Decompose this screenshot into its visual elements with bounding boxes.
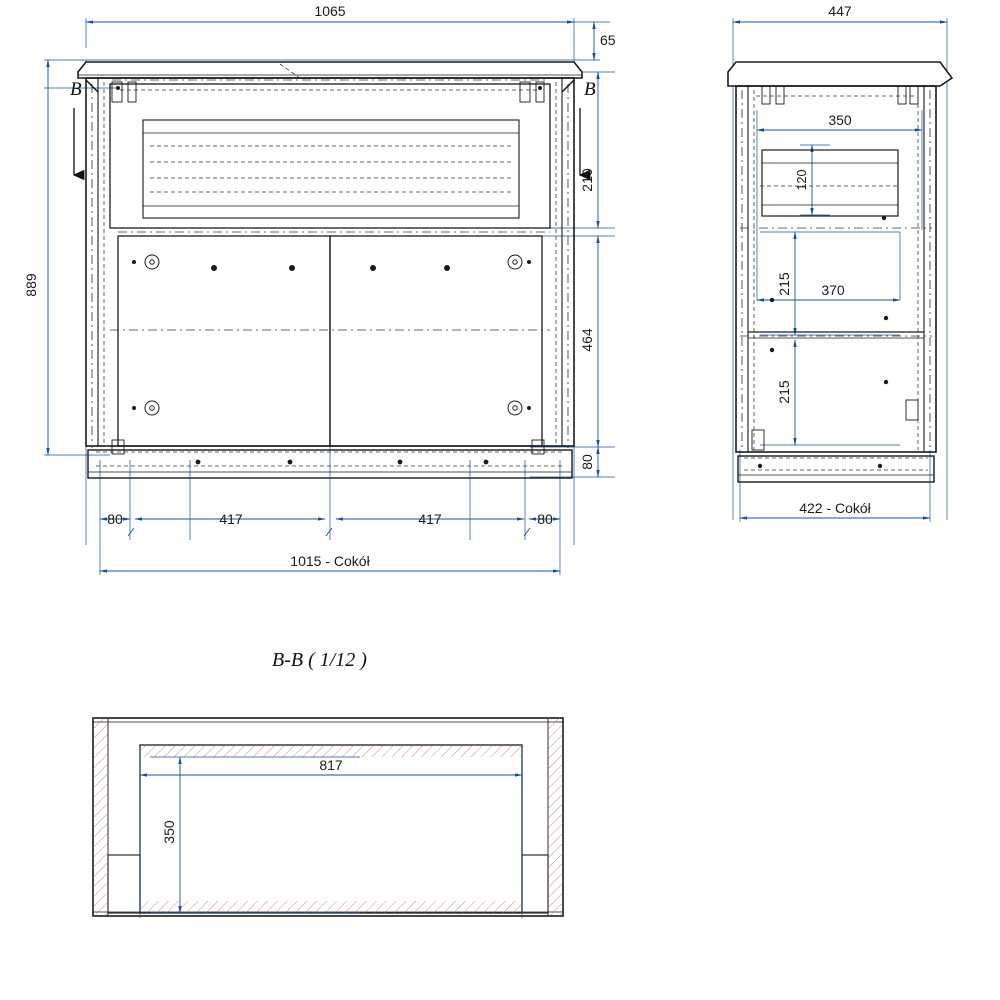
- dim-front-door-height: [579, 236, 598, 447]
- dim-side-shelf-upper: [776, 232, 795, 335]
- dim-value: 370: [821, 282, 845, 298]
- dim-side-shelf-lower: [776, 340, 795, 445]
- dim-value: 422 - Cokół: [799, 500, 871, 516]
- section-bb-view: [93, 649, 563, 918]
- dim-value: 215: [776, 380, 792, 404]
- dim-value: 80: [579, 454, 595, 470]
- dim-value: 80: [537, 511, 553, 527]
- section-title: B-B ( 1/12 ): [272, 649, 367, 671]
- dim-value: 210: [579, 168, 595, 192]
- dim-value: 1015 - Cokół: [290, 553, 370, 569]
- section-hatching: [93, 718, 563, 916]
- dim-value: 80: [107, 511, 123, 527]
- front-fittings: [112, 82, 544, 464]
- side-hidden-lines: [740, 90, 932, 450]
- dim-section-inner-width: [140, 757, 522, 775]
- dim-front-plinth-height: [579, 447, 598, 477]
- dim-side-plinth-depth: [740, 500, 930, 518]
- front-cabinet-body: [78, 62, 582, 478]
- dim-value: 120: [795, 169, 809, 191]
- dim-value: 817: [319, 757, 343, 773]
- dim-value: 889: [23, 273, 39, 297]
- section-letter: B: [70, 79, 82, 100]
- dim-value: 464: [579, 328, 595, 352]
- dim-side-drawer-depth: [757, 112, 922, 130]
- side-dashed-detail: [744, 90, 928, 470]
- dim-value: 417: [219, 511, 243, 527]
- dim-front-overall-height: [23, 60, 48, 455]
- dim-section-inner-depth: [161, 757, 180, 913]
- section-marker-right: [562, 79, 596, 175]
- dim-value: 350: [161, 820, 177, 844]
- dim-value: 1065: [314, 3, 346, 19]
- section-letter: B: [584, 79, 596, 100]
- dim-value: 447: [828, 3, 852, 19]
- dim-front-overall-width: [86, 3, 574, 22]
- dim-value: 215: [776, 272, 792, 296]
- dim-value: 417: [418, 511, 442, 527]
- dim-value: 350: [828, 112, 852, 128]
- dim-side-overall-depth: [733, 3, 947, 22]
- front-view: [23, 3, 616, 575]
- dim-front-top-gap: [574, 22, 616, 60]
- dim-side-drawer-height: [795, 145, 812, 215]
- section-marker-left: [70, 79, 98, 175]
- side-extension-lines: [733, 18, 947, 522]
- dim-value: 65: [600, 32, 616, 48]
- side-view: [728, 3, 952, 522]
- section-extension-lines: [140, 748, 522, 918]
- dim-front-plinth-width: [100, 553, 560, 571]
